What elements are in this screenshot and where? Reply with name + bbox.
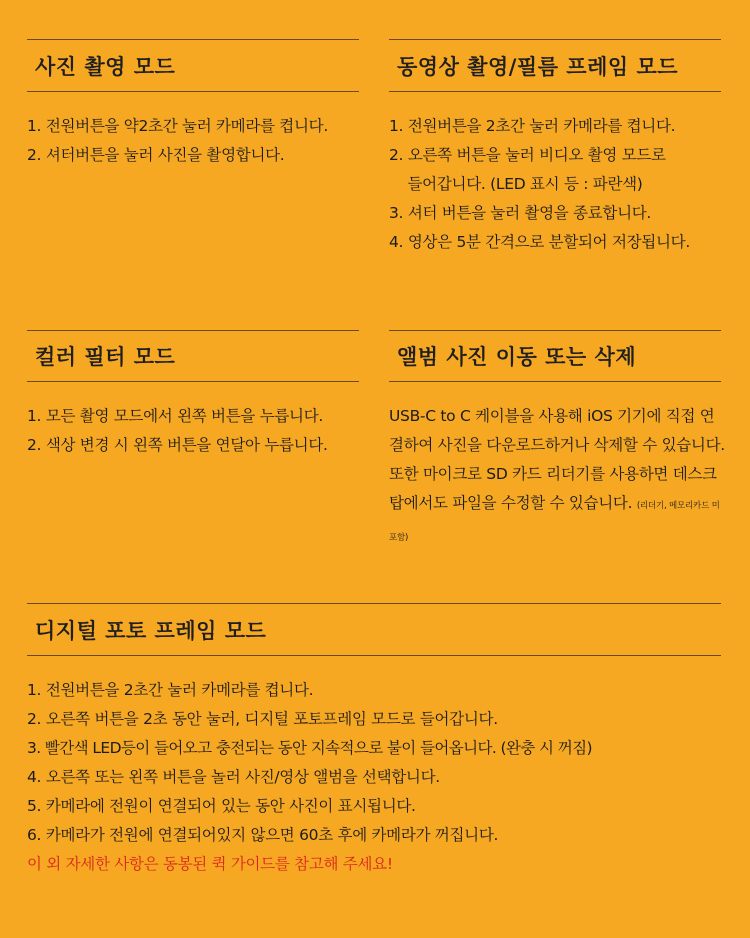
list-item: 1. 전원버튼을 약2초간 눌러 카메라를 켭니다. xyxy=(27,117,328,135)
list-item: 들어갑니다. (LED 표시 등 : 파란색) xyxy=(389,175,643,193)
list-item: 2. 오른쪽 버튼을 눌러 비디오 촬영 모드로 xyxy=(389,146,666,164)
section-title: 디지털 포토 프레임 모드 xyxy=(35,618,267,643)
list-item: 3. 셔터 버튼을 눌러 촬영을 종료합니다. xyxy=(389,204,652,222)
divider xyxy=(27,91,359,92)
album-description xyxy=(389,402,725,553)
list-item: 6. 카메라가 전원에 연결되어있지 않으면 60초 후에 카메라가 꺼집니다. xyxy=(27,826,499,844)
list-item: 1. 전원버튼을 2초간 눌러 카메라를 켭니다. xyxy=(27,681,314,699)
footnote: (리더기, 메모리카드 미포함) xyxy=(389,501,720,543)
list-item: 5. 카메라에 전원이 연결되어 있는 동안 사진이 표시됩니다. xyxy=(27,797,416,815)
divider xyxy=(27,381,359,382)
list-item: 1. 모든 촬영 모드에서 왼쪽 버튼을 누릅니다. xyxy=(27,407,324,425)
color-filter-section xyxy=(27,330,359,460)
list-item: 3. 빨간색 LED등이 들어오고 충전되는 동안 지속적으로 불이 들어옵니다. (완충 시 꺼짐) xyxy=(27,739,592,757)
section-title: 앨범 사진 이동 또는 삭제 xyxy=(397,345,637,369)
divider xyxy=(27,655,721,656)
divider xyxy=(389,91,721,92)
list-item: 1. 전원버튼을 2초간 눌러 카메라를 켭니다. xyxy=(389,117,676,135)
album-section xyxy=(389,330,725,553)
list-item: 2. 오른쪽 버튼을 2초 동안 눌러, 디지털 포토프레임 모드로 들어갑니다. xyxy=(27,710,498,728)
guide-notice: 이 외 자세한 사항은 동봉된 퀵 가이드를 참고해 주세요! xyxy=(27,855,393,873)
digital-frame-section xyxy=(27,603,721,879)
video-mode-section xyxy=(389,39,721,257)
section-title: 사진 촬영 모드 xyxy=(35,54,176,79)
section-title: 동영상 촬영/필름 프레임 모드 xyxy=(397,54,679,79)
list-item: 4. 영상은 5분 간격으로 분할되어 저장됩니다. xyxy=(389,233,690,251)
section-title: 컬러 필터 모드 xyxy=(35,345,176,369)
divider xyxy=(389,381,721,382)
list-item: 2. 색상 변경 시 왼쪽 버튼을 연달아 누릅니다. xyxy=(27,436,328,454)
paragraph-text: USB-C to C 케이블을 사용해 iOS 기기에 직접 연결하여 사진을 다운로드하거나 삭제할 수 있습니다. 또한 마이크로 SD 카드 리더기를 사용하면 데스크탑에서도 파일을 수정할 수 있습니다. xyxy=(389,407,725,512)
photo-mode-section xyxy=(27,39,359,170)
list-item: 4. 오른쪽 또는 왼쪽 버튼을 놀러 사진/영상 앨범을 선택합니다. xyxy=(27,768,440,786)
list-item: 2. 셔터버튼을 눌러 사진을 촬영합니다. xyxy=(27,146,285,164)
